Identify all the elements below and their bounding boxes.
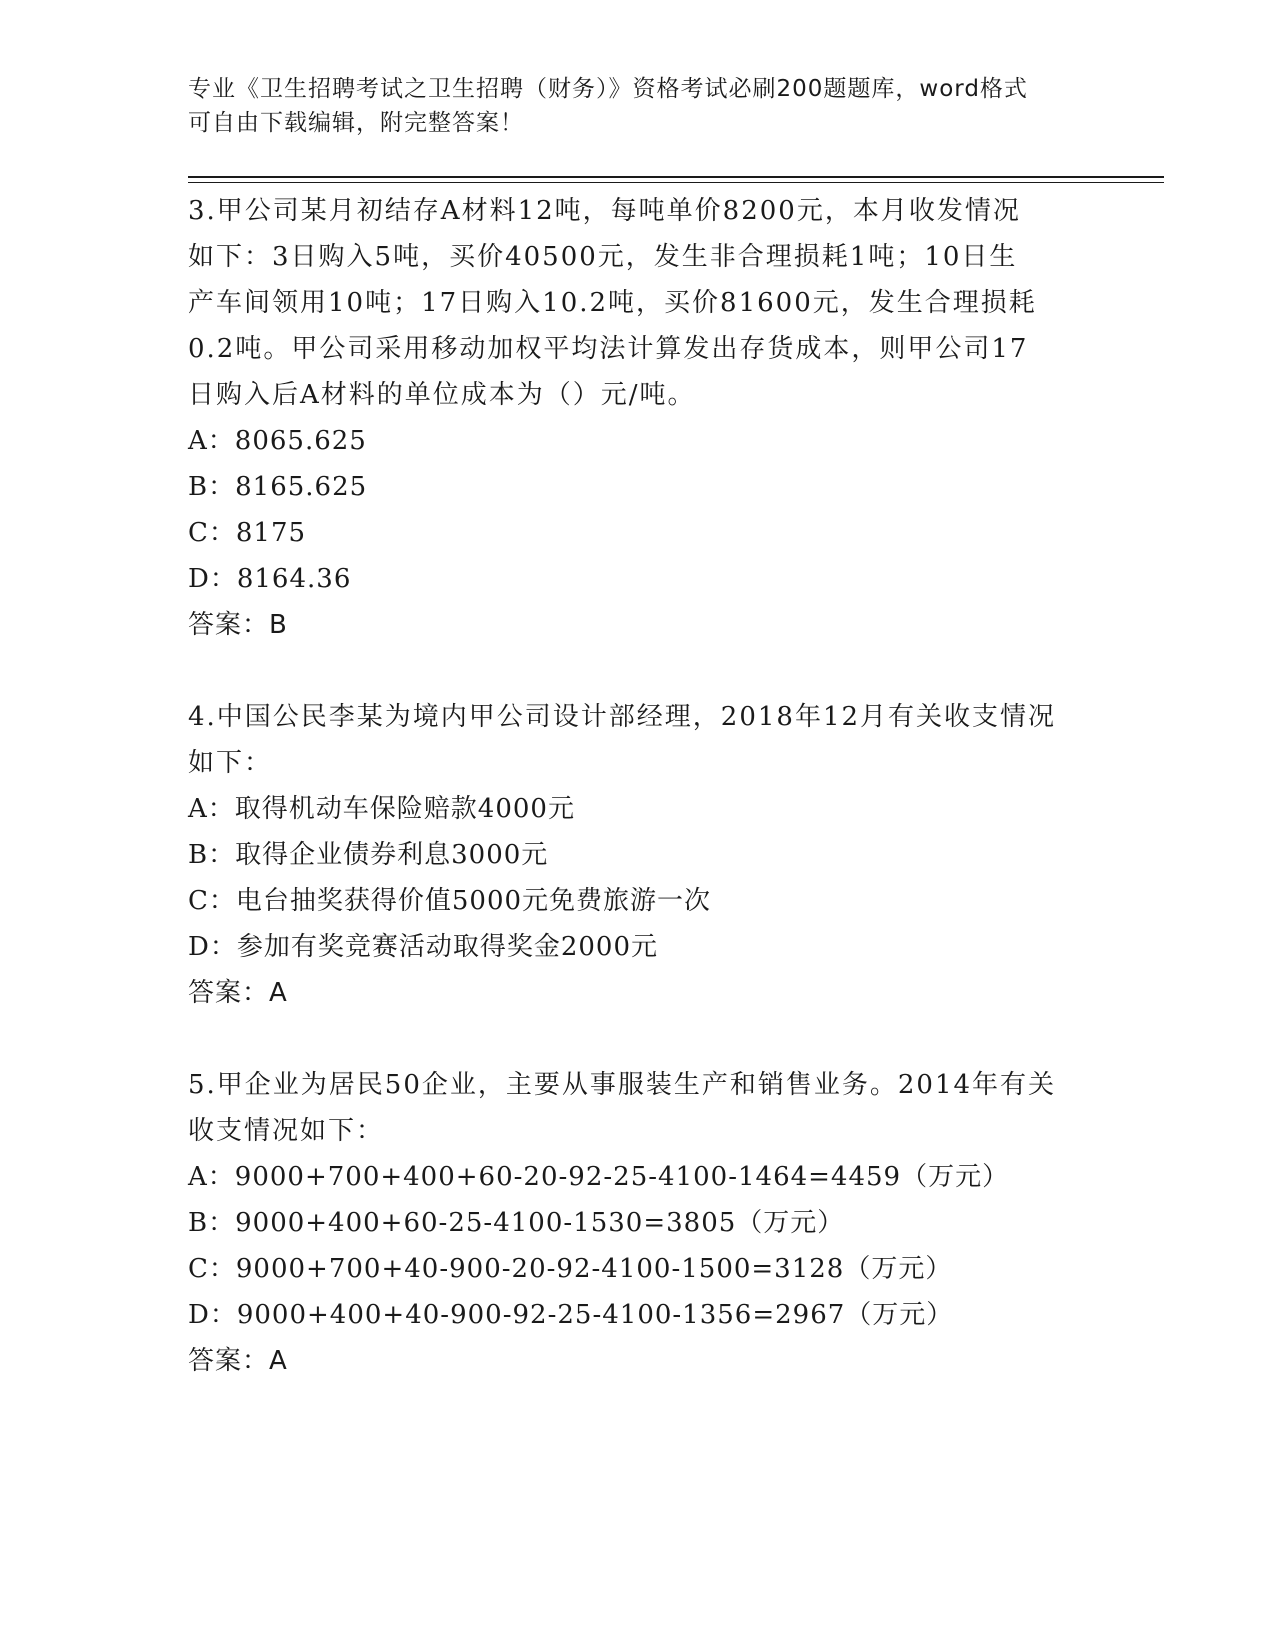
header-divider-thin bbox=[188, 182, 1164, 183]
question-3 bbox=[188, 188, 1088, 648]
header-line-1: 专业《卫生招聘考试之卫生招聘（财务）》资格考试必刷200题题库，word格式 bbox=[188, 76, 1028, 102]
option-b: B：8165.625 bbox=[188, 472, 368, 502]
option-c: C：电台抽奖获得价值5000元免费旅游一次 bbox=[188, 886, 712, 916]
option-c: C：8175 bbox=[188, 518, 307, 548]
option-c: C：9000+700+40-900-20-92-4100-1500=3128（万元） bbox=[188, 1254, 953, 1284]
question-stem-line: 如下： bbox=[188, 748, 273, 778]
question-list bbox=[188, 188, 1088, 1430]
question-stem-line: 5.甲企业为居民50企业，主要从事服装生产和销售业务。2014年有关 bbox=[188, 1070, 1057, 1100]
question-stem-line: 0.2吨。甲公司采用移动加权平均法计算发出存货成本，则甲公司17 bbox=[188, 334, 1029, 364]
header-line-2: 可自由下载编辑，附完整答案！ bbox=[188, 110, 524, 136]
question-stem-line: 收支情况如下： bbox=[188, 1116, 385, 1146]
option-d: D：9000+400+40-900-92-25-4100-1356=2967（万元） bbox=[188, 1300, 954, 1330]
option-b: B：取得企业债券利息3000元 bbox=[188, 840, 549, 870]
option-a: A：取得机动车保险赔款4000元 bbox=[188, 794, 575, 824]
question-stem-line: 4.中国公民李某为境内甲公司设计部经理，2018年12月有关收支情况 bbox=[188, 702, 1057, 732]
answer-line: 答案：A bbox=[188, 1346, 288, 1376]
header-divider-thick bbox=[188, 176, 1164, 178]
answer-line: 答案：B bbox=[188, 610, 288, 640]
option-d: D：参加有奖竞赛活动取得奖金2000元 bbox=[188, 932, 659, 962]
option-b: B：9000+400+60-25-4100-1530=3805（万元） bbox=[188, 1208, 845, 1238]
question-4 bbox=[188, 694, 1088, 1016]
option-d: D：8164.36 bbox=[188, 564, 352, 594]
option-a: A：9000+700+400+60-20-92-25-4100-1464=4459（万元） bbox=[188, 1162, 1010, 1192]
question-stem-line: 日购入后A材料的单位成本为（）元/吨。 bbox=[188, 380, 696, 410]
question-5 bbox=[188, 1062, 1088, 1384]
question-stem-line: 3.甲公司某月初结存A材料12吨，每吨单价8200元，本月收发情况 bbox=[188, 196, 1021, 226]
question-stem-line: 如下：3日购入5吨，买价40500元，发生非合理损耗1吨；10日生 bbox=[188, 242, 1018, 272]
answer-line: 答案：A bbox=[188, 978, 288, 1008]
question-stem-line: 产车间领用10吨；17日购入10.2吨，买价81600元，发生合理损耗 bbox=[188, 288, 1037, 318]
document-header bbox=[188, 72, 1088, 140]
option-a: A：8065.625 bbox=[188, 426, 367, 456]
